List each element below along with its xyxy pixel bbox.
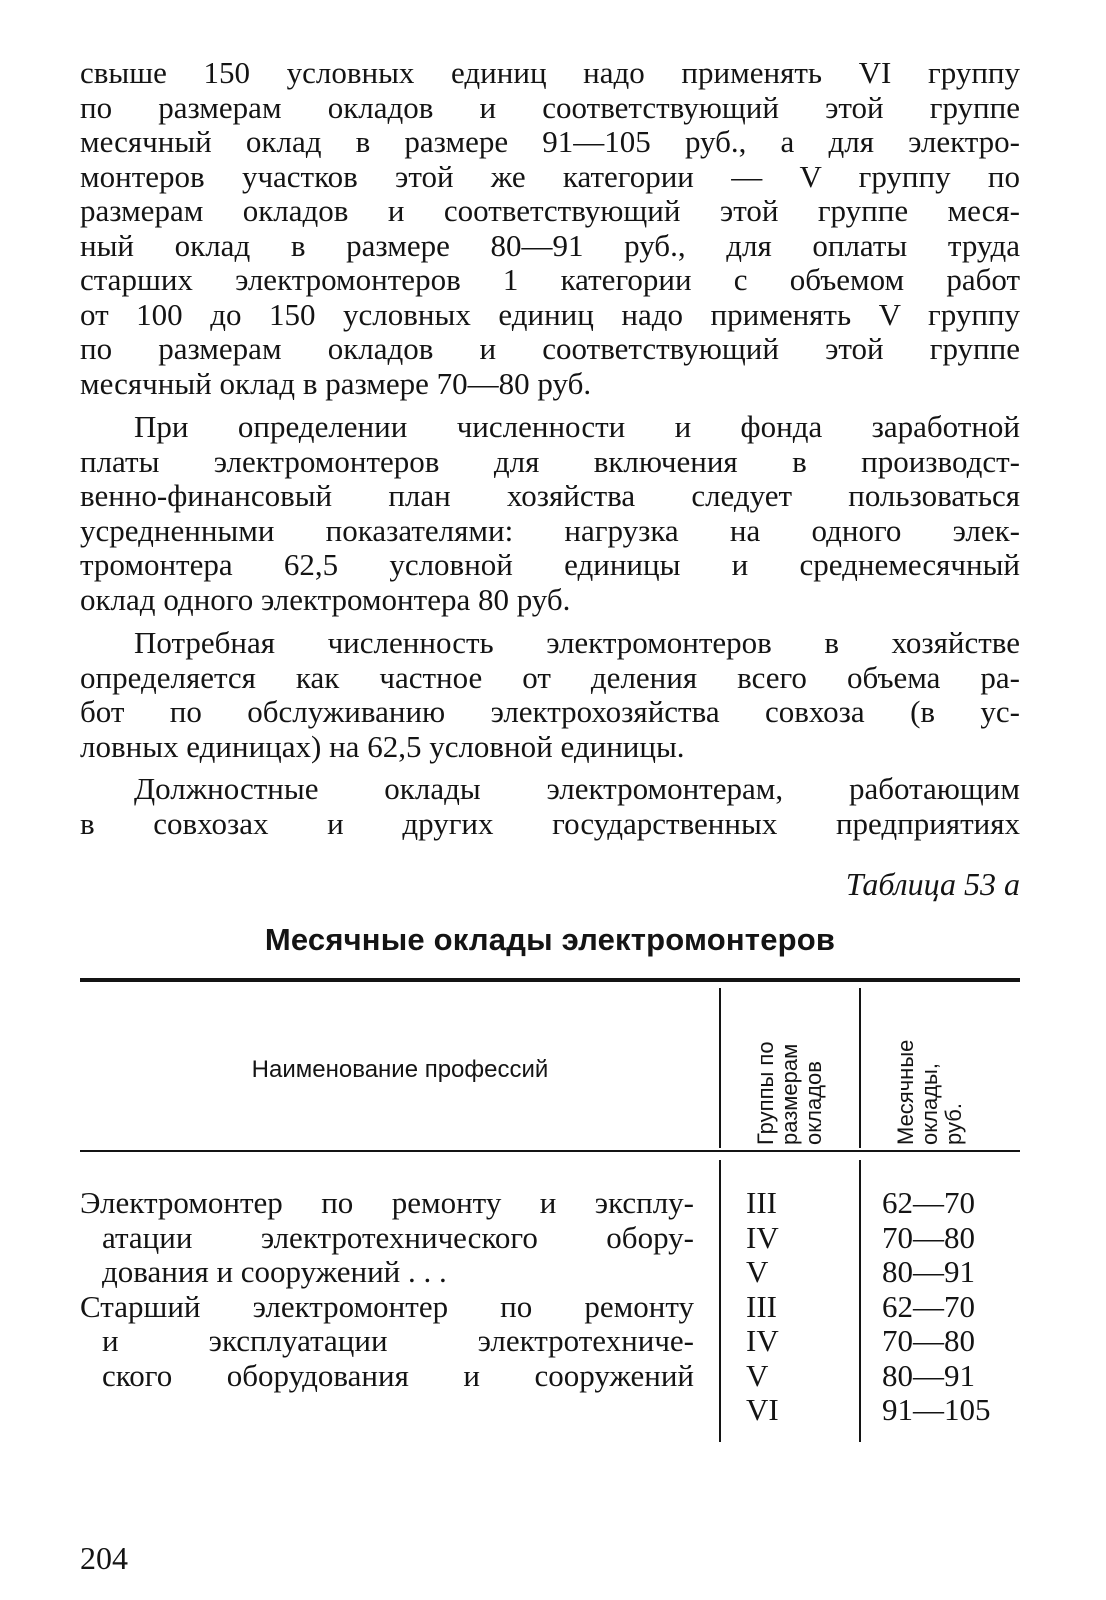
text-line: венно-финансовый план хозяйства следует пользоваться — [80, 478, 1020, 513]
table-title: Месячные оклады электромонтеров — [264, 922, 836, 957]
header-line: окладов — [801, 1061, 826, 1145]
text-line: Потребная численность электромонтеров в хозяйстве — [134, 625, 1020, 660]
text-line: монтеров участков этой же категории — V группу по — [80, 158, 1020, 194]
header-line: Группы по — [753, 1041, 778, 1145]
table-cell-salary: 62—70 — [882, 1288, 975, 1324]
text-line: от 100 до 150 условных единиц надо применять V группу — [80, 296, 1020, 332]
table-cell-salary: 62—70 — [882, 1185, 975, 1220]
table-top-rule — [80, 978, 1020, 982]
text-line: по размерам окладов и соответствующий этой группе — [80, 89, 1020, 125]
table-cell-group: V — [746, 1254, 769, 1289]
table-cell-salary: 80—91 — [882, 1357, 975, 1393]
text-line: тромонтера 62,5 условной единицы и среднемесячный — [80, 547, 1020, 582]
table-label: Таблица 53 а — [845, 866, 1020, 902]
table-cell-salary: 70—80 — [882, 1219, 975, 1255]
text-line: свыше 150 условных единиц надо применять VI группу — [80, 55, 1020, 90]
table-cell-name: ского оборудования и сооружений — [102, 1357, 694, 1393]
header-monthly-salary — [865, 985, 995, 1145]
header-salary-groups — [725, 985, 855, 1145]
table-cell-salary: 91—105 — [882, 1392, 991, 1427]
header-profession-name: Наименование профессий — [251, 1056, 549, 1083]
monthly-salary-column — [882, 1186, 1022, 1428]
table-header-rule — [80, 1150, 1020, 1152]
salary-groups-column — [746, 1186, 846, 1428]
paragraph-4 — [80, 772, 1020, 841]
page-number: 204 — [80, 1540, 128, 1576]
text-line: оклад одного электромонтера 80 руб. — [80, 581, 571, 617]
text-line: старших электромонтеров 1 категории с объемом работ — [80, 262, 1020, 297]
table-cell-name: атации электротехнического обору- — [102, 1219, 694, 1255]
table-cell-salary: 80—91 — [882, 1254, 975, 1289]
paragraph-3 — [80, 626, 1020, 764]
column-divider — [859, 1160, 861, 1442]
table-cell-group: VI — [746, 1392, 779, 1427]
header-line: размерам — [777, 1043, 802, 1145]
text-line: размерам окладов и соответствующий этой группе меся- — [80, 193, 1020, 228]
text-line: Должностные оклады электромонтерам, работающим — [134, 771, 1020, 806]
text-line: месячный оклад в размере 91—105 руб., а для электро- — [80, 124, 1020, 159]
table-cell-group: IV — [746, 1219, 779, 1255]
table-cell-group: III — [746, 1185, 777, 1220]
table-cell-name: дования и сооружений . . . — [102, 1254, 447, 1289]
profession-names-column — [80, 1186, 694, 1393]
table-cell-name: Электромонтер по ремонту и эксплу- — [80, 1185, 694, 1220]
text-line: При определении численности и фонда заработной — [134, 409, 1020, 444]
header-line: Месячные — [893, 1039, 918, 1145]
column-divider — [719, 1160, 721, 1442]
paragraph-1 — [80, 56, 1020, 401]
text-line: платы электромонтеров для включения в производст- — [80, 443, 1020, 479]
table-cell-group: V — [746, 1357, 769, 1393]
column-divider — [859, 988, 861, 1148]
text-line: определяется как частное от деления всего объема ра- — [80, 659, 1020, 695]
text-line: бот по обслуживанию электрохозяйства совхоза (в ус- — [80, 694, 1020, 729]
text-line: в совхозах и других государственных предприятиях — [80, 805, 1020, 841]
table-cell-group: IV — [746, 1323, 779, 1358]
text-line: ловных единицах) на 62,5 условной единицы. — [80, 728, 685, 764]
table-cell-salary: 70—80 — [882, 1323, 975, 1358]
table-cell-name: Старший электромонтер по ремонту — [80, 1288, 694, 1324]
text-line: усредненными показателями: нагрузка на одного элек- — [80, 512, 1020, 548]
table-cell-group: III — [746, 1288, 777, 1324]
header-line: оклады, — [917, 1063, 942, 1145]
text-line: по размерам окладов и соответствующий этой группе — [80, 331, 1020, 366]
header-line: руб. — [941, 1103, 966, 1145]
paragraph-2 — [80, 410, 1020, 617]
table-cell-name: и эксплуатации электротехниче- — [102, 1323, 694, 1358]
text-line: ный оклад в размере 80—91 руб., для оплаты труда — [80, 227, 1020, 263]
text-line: месячный оклад в размере 70—80 руб. — [80, 365, 592, 401]
